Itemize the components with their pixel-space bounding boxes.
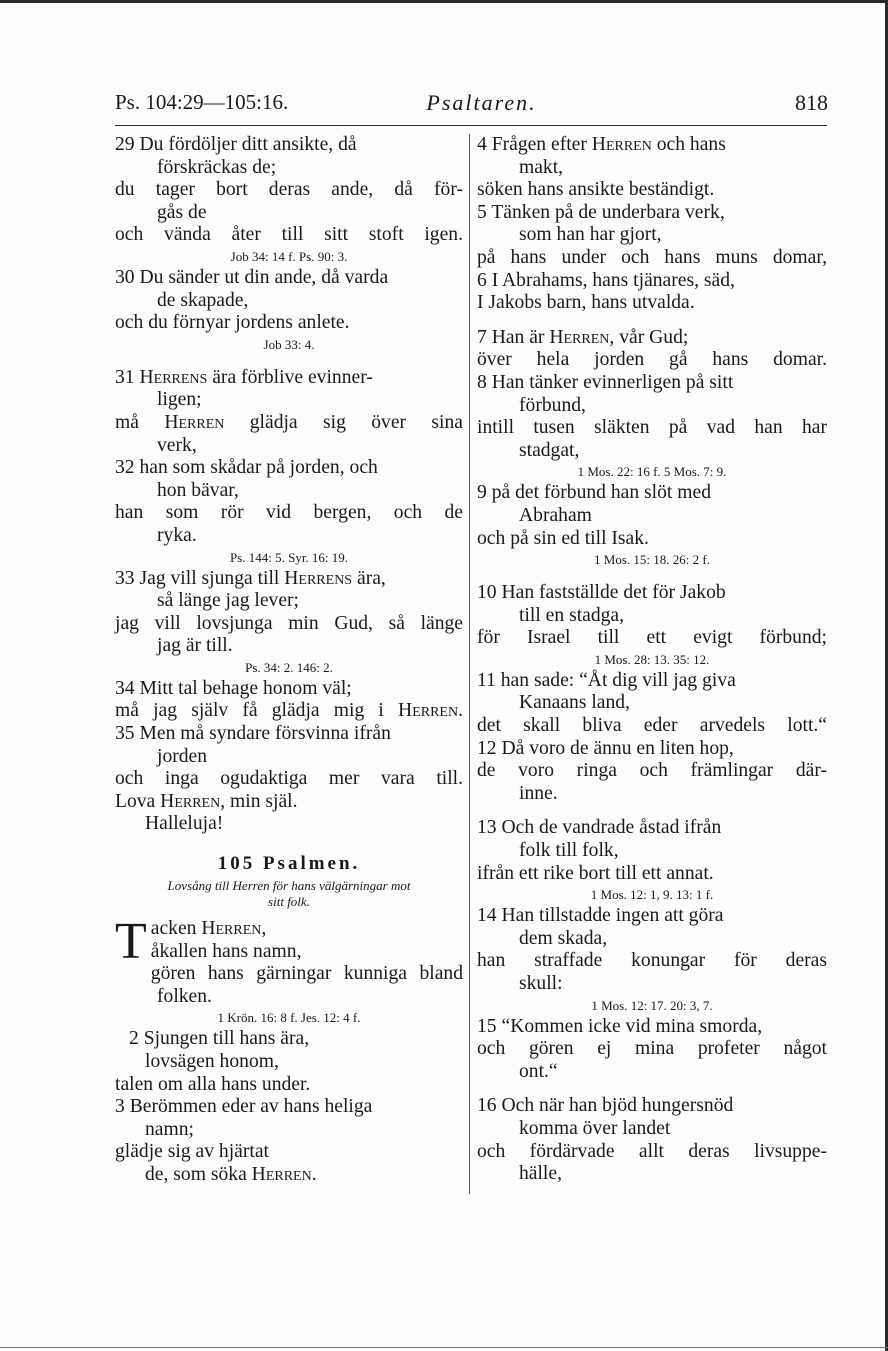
verse-line: Kanaans land, xyxy=(519,692,630,714)
verse-line: 5 Tänken på de underbara verk, xyxy=(477,201,725,223)
header-reference: Ps. 104:29—105:16. xyxy=(115,90,289,114)
verse-line: folken. xyxy=(157,985,212,1007)
verse-line: hälle, xyxy=(519,1163,562,1185)
verse-line: 4 Frågen efter Herren och hans xyxy=(477,134,726,155)
verse-line: och vända åter till sitt stoft igen. xyxy=(115,224,463,246)
verse-line: gås de xyxy=(157,201,207,223)
verse-line: 10 Han fastställde det för Jakob xyxy=(477,582,726,604)
verse-line: 11 han sade: “Åt dig vill jag giva xyxy=(477,669,736,691)
column-divider xyxy=(469,134,470,1194)
verse-line: lovsägen honom, xyxy=(145,1051,279,1072)
verse-line: intill tusen släkten på vad han har xyxy=(477,417,827,439)
verse-line: över hela jorden gå hans domar. xyxy=(477,349,827,371)
verse-line: skull: xyxy=(519,973,563,994)
verse-line: 16 Och när han bjöd hungersnöd xyxy=(477,1095,734,1117)
cross-reference: 1 Mos. 12: 1, 9. 13: 1 f. xyxy=(590,887,714,903)
verse-line: verk, xyxy=(157,434,197,456)
verse-line: de voro ringa och främlingar där- xyxy=(477,760,827,782)
verse-line: 35 Men må syndare försvinna ifrån xyxy=(115,723,391,745)
verse-line: 2 Sjungen till hans ära, xyxy=(129,1028,310,1050)
cross-reference: 1 Krön. 16: 8 f. Jes. 12: 4 f. xyxy=(217,1010,361,1026)
cross-reference: Ps. 144: 5. Syr. 16: 19. xyxy=(229,549,349,565)
left-column xyxy=(115,134,463,1187)
verse-line: ont.“ xyxy=(519,1060,558,1082)
verse-line: glädje sig av hjärtat xyxy=(115,1141,269,1163)
verse-line: till en stadga, xyxy=(519,604,625,626)
verse-line: förskräckas de; xyxy=(157,156,277,178)
verse-line: makt, xyxy=(519,156,564,178)
verse-line: jag vill lovsjunga min Gud, så länge xyxy=(115,612,463,634)
cross-reference: 1 Mos. 22: 16 f. 5 Mos. 7: 9. xyxy=(577,464,727,480)
spacer xyxy=(477,315,827,327)
spacer xyxy=(477,805,827,817)
cross-reference: 1 Mos. 15: 18. 26: 2 f. xyxy=(594,552,710,568)
cross-reference: 1 Mos. 28: 13. 35: 12. xyxy=(594,651,710,667)
spacer xyxy=(477,1083,827,1095)
verse-line: och gören ej mina profeter något xyxy=(477,1038,827,1060)
cross-reference: Ps. 34: 2. 146: 2. xyxy=(245,659,333,675)
verse-line: stadgat, xyxy=(519,439,580,461)
verse-line: 6 I Abrahams, hans tjänares, säd, xyxy=(477,269,735,291)
verse-line: 13 Och de vandrade åstad ifrån xyxy=(477,817,722,839)
verse-line: må jag själv få glädja mig i Herren. xyxy=(115,700,463,722)
scan-edge-top xyxy=(0,0,888,3)
verse-line: 32 han som skådar på jorden, och xyxy=(115,457,378,479)
verse-line: de skapade, xyxy=(157,289,249,311)
verse-line: som han har gjort, xyxy=(519,224,662,246)
verse-line: förbund, xyxy=(519,394,586,416)
verse-line: ligen; xyxy=(157,389,202,411)
verse-line: I Jakobs barn, hans utvalda. xyxy=(477,292,695,314)
verse-line: han straffade konungar för deras xyxy=(477,950,827,972)
verse-line: det skall bliva eder arvedels lott.“ xyxy=(477,715,827,737)
verse-line: namn; xyxy=(145,1118,194,1140)
verse-line: 33 Jag vill sjunga till Herrens ära, xyxy=(115,567,386,589)
psalm-subtitle-line2: sitt folk. xyxy=(268,894,310,910)
cross-reference: Job 34: 14 f. Ps. 90: 3. xyxy=(230,248,348,264)
verse-line: 15 “Kommen icke vid mina smorda, xyxy=(477,1015,763,1037)
verse-line: söken hans ansikte beständigt. xyxy=(477,179,715,201)
running-header xyxy=(115,90,828,124)
spacer xyxy=(477,570,827,582)
cross-reference: Job 33: 4. xyxy=(263,336,315,352)
verse-line: och på sin ed till Isak. xyxy=(477,527,649,549)
verse-line: ryka. xyxy=(157,524,197,546)
right-column-verses xyxy=(477,134,827,1186)
verse-line: och fördärvade allt deras livsuppe- xyxy=(477,1140,827,1162)
verse-line: de, som söka Herren. xyxy=(145,1163,317,1185)
verse-line: talen om alla hans under. xyxy=(115,1073,311,1095)
verse-line: 3 Berömmen eder av hans heliga xyxy=(115,1096,373,1118)
verse-line: han som rör vid bergen, och de xyxy=(115,502,463,524)
verse-line: 7 Han är Herren, vår Gud; xyxy=(477,326,689,348)
verse-line: dem skada, xyxy=(519,927,608,949)
left-column-after-verses xyxy=(115,913,463,1187)
verse-line: på hans under och hans muns domar, xyxy=(477,246,827,268)
scan-edge-bottom xyxy=(0,1347,888,1348)
verse-line: inne. xyxy=(519,782,558,804)
verse-line: må Herren glädja sig över sina xyxy=(115,411,463,433)
psalm-heading: 105 Psalmen. xyxy=(217,853,361,875)
verse-line: och inga ogudaktiga mer vara till. xyxy=(115,768,463,790)
verse-line: åkallen hans namn, xyxy=(150,940,302,962)
psalm-subtitle-line1: Lovsång till Herren för hans välgärningar mot xyxy=(167,878,411,894)
psalm-105-opening xyxy=(115,913,463,1187)
header-rule xyxy=(115,125,827,126)
verse-line: 9 på det förbund han slöt med xyxy=(477,482,711,504)
verse-line: 34 Mitt tal behage honom väl; xyxy=(115,677,352,699)
drop-cap: T xyxy=(115,913,147,971)
verse-line: så länge jag lever; xyxy=(157,590,299,612)
verse-line: jorden xyxy=(157,745,208,767)
spacer xyxy=(115,355,463,367)
verse-line: hon bävar, xyxy=(157,479,239,501)
verse-line: 8 Han tänker evinnerligen på sitt xyxy=(477,371,734,393)
verse-line: du tager bort deras ande, då för- xyxy=(115,179,463,201)
header-book-title: Psaltaren. xyxy=(426,90,537,115)
cross-reference: 1 Mos. 12: 17. 20: 3, 7. xyxy=(591,997,713,1013)
verse-line: 30 Du sänder ut din ande, då varda xyxy=(115,266,389,288)
verse-line: 12 Då voro de ännu en liten hop, xyxy=(477,737,734,759)
verse-line: 31 Herrens ära förblive evinner- xyxy=(115,366,373,388)
verse-line: gören hans gärningar kunniga bland xyxy=(150,963,463,985)
verse-line: och du förnyar jordens anlete. xyxy=(115,312,350,334)
right-column xyxy=(477,134,827,1186)
verse-line: komma över landet xyxy=(519,1117,671,1139)
verse-line: för Israel till ett evigt förbund; xyxy=(477,627,827,649)
left-column-verses xyxy=(115,134,463,836)
verse-line: ifrån ett rike bort till ett annat. xyxy=(477,862,714,884)
verse-line: Abraham xyxy=(519,504,592,526)
verse-line: folk till folk, xyxy=(519,840,619,862)
verse-line: 29 Du fördöljer ditt ansikte, då xyxy=(115,134,357,155)
verse-line: 14 Han tillstadde ingen att göra xyxy=(477,905,724,927)
verse-line: jag är till. xyxy=(157,635,233,657)
verse-line: Lova Herren, min själ. xyxy=(115,790,298,812)
verse-line: Halleluja! xyxy=(145,813,224,835)
page-number: 818 xyxy=(795,90,828,115)
verse-line: acken Herren, xyxy=(150,918,267,940)
